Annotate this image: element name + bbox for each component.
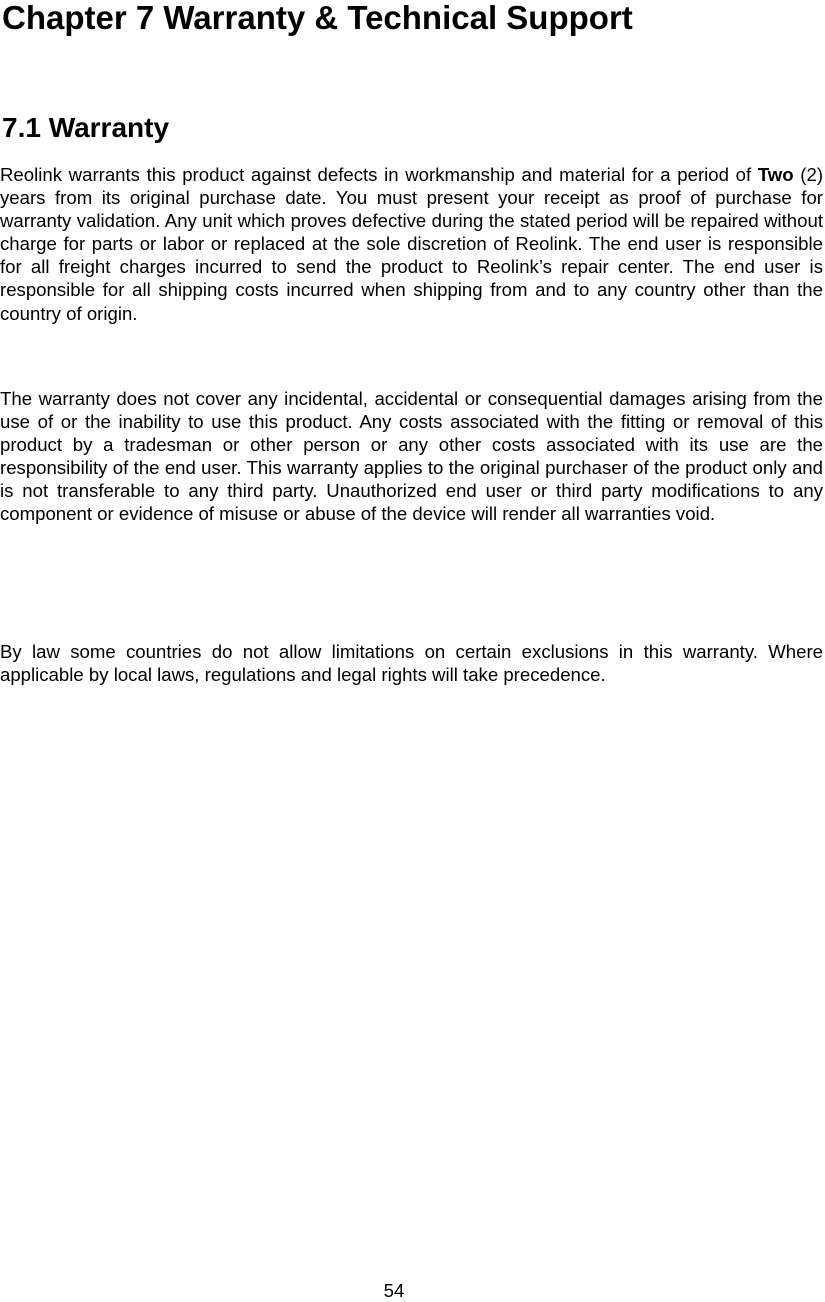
section-title: 7.1 Warranty [2, 112, 170, 143]
warranty-paragraph-1-text-start: Reolink warrants this product against defects in workmanship and material for a period of [0, 164, 758, 185]
warranty-paragraph-1 [0, 163, 823, 325]
chapter-title: Chapter 7 Warranty & Technical Support [2, 0, 633, 36]
warranty-period-bold: Two [757, 164, 794, 185]
warranty-paragraph-1-text-end: (2) years from its original purchase date. You must present your receipt as proof of purchase for warranty validation. Any unit which proves defective during the stated period will be repaired without charge for parts or labor or replaced at the sole discretion of Reolink. The end user is responsible for all freight charges incurred to send the product to Reolink’s repair center. The end user is responsible for all shipping costs incurred when shipping from and to any country other than the country of origin. [0, 164, 824, 324]
warranty-paragraph-3: By law some countries do not allow limitations on certain exclusions in this warranty. Where applicable by local laws, regulations and legal rights will take precedence. [0, 641, 823, 686]
warranty-paragraph-2: The warranty does not cover any incidental, accidental or consequential damages arising from the use of or the inability to use this product. Any costs associated with the fitting or removal of this product by a tradesman or other person or any other costs associated with its use are the responsibility of the end user. This warranty applies to the original purchaser of the product only and is not transferable to any third party. Unauthorized end user or third party modifications to any component or evidence of misuse or abuse of the device will render all warranties void. [0, 388, 823, 525]
page-number: 54 [383, 1280, 405, 1301]
